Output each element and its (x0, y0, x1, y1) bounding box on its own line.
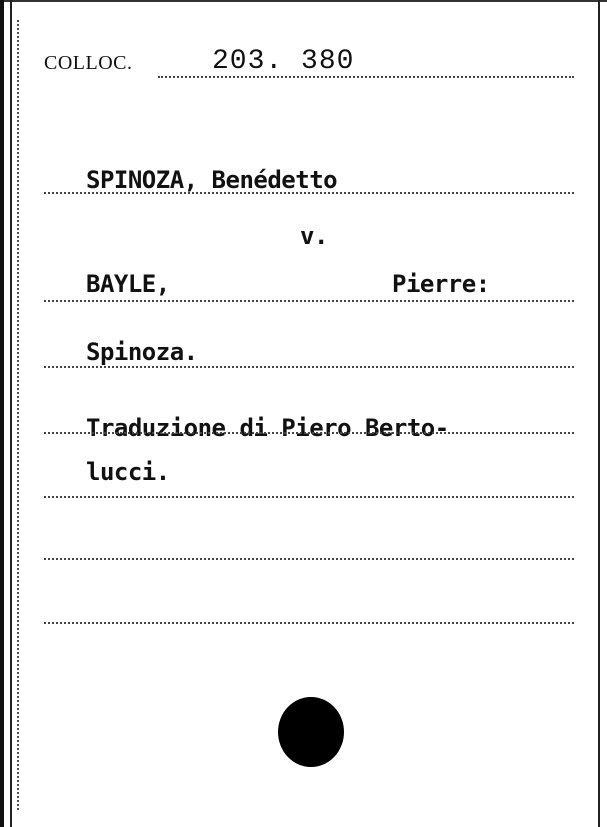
card-left-edge (0, 0, 4, 827)
colloc-rule (158, 76, 574, 78)
rule-2 (44, 300, 574, 302)
author-line: SPINOZA, Benédetto (86, 166, 338, 194)
rule-1 (44, 192, 574, 194)
card-left-margin-line (10, 0, 12, 827)
rule-4 (44, 432, 574, 434)
separator-line: v. (300, 222, 328, 250)
punch-hole (278, 697, 344, 767)
rule-7 (44, 622, 574, 624)
card-right-edge (598, 0, 600, 827)
second-author-given: Pierre: (392, 270, 490, 298)
second-author-surname: BAYLE, (86, 270, 170, 298)
card-top-edge (0, 0, 607, 2)
card-left-dotted-margin (17, 20, 19, 810)
rule-3 (44, 366, 574, 368)
title-line: Spinoza. (86, 338, 198, 366)
note-line-2: lucci. (86, 458, 170, 486)
rule-5 (44, 496, 574, 498)
colloc-value: 203. 380 (212, 46, 355, 77)
note-line-1: Traduzione di Piero Berto- (86, 414, 449, 442)
colloc-label: COLLOC. (44, 52, 133, 74)
rule-6 (44, 558, 574, 560)
